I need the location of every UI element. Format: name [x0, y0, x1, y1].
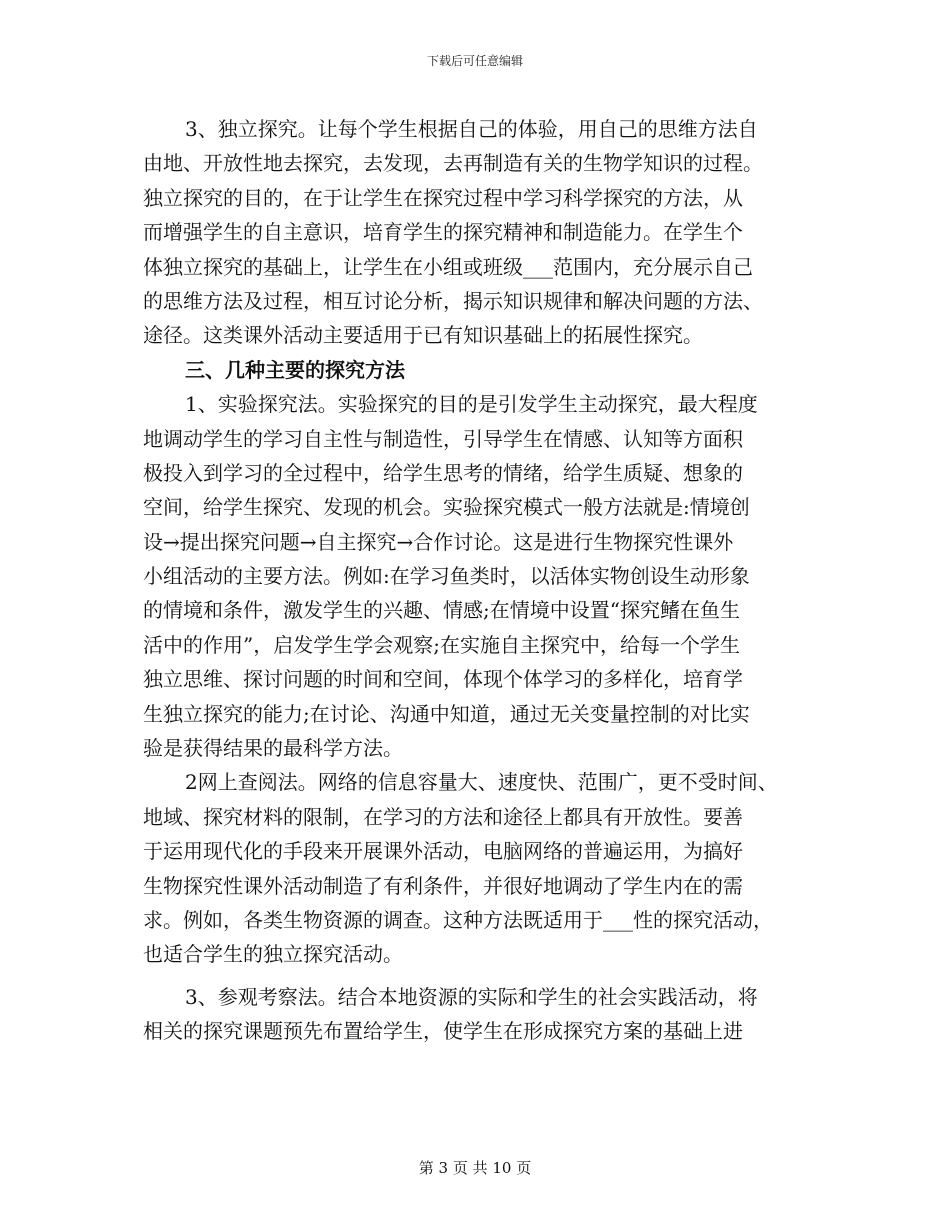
paragraph-line: 独立思维、探讨问题的时间和空间，体现个体学习的多样化，培育学	[143, 667, 743, 692]
paragraph-line: 途径。这类课外活动主要适用于已有知识基础上的拓展性探究。	[143, 323, 703, 348]
paragraph-line: 相关的探究课题预先布置给学生，使学生在形成探究方案的基础上进	[143, 1019, 743, 1044]
paragraph-line: 活中的作用”，启发学生学会观察;在实施自主探究中，给每一个学生	[143, 632, 740, 657]
paragraph-line: 空间，给学生探究、发现的机会。实验探究模式一般方法就是:情境创	[143, 495, 750, 520]
section-heading: 三、几种主要的探究方法	[185, 357, 405, 382]
paragraph-line: 小组活动的主要方法。例如:在学习鱼类时，以活体实物创设生动形象	[143, 564, 750, 589]
paragraph-line: 而增强学生的自主意识，培育学生的探究精神和制造能力。在学生个	[143, 220, 743, 245]
paragraph-line: 地调动学生的学习自主性与制造性，引导学生在情感、认知等方面积	[143, 426, 743, 451]
page-header: 下载后可任意编辑	[426, 54, 523, 68]
paragraph-line: 于运用现代化的手段来开展课外活动，电脑网络的普遍运用，为搞好	[143, 839, 743, 864]
paragraph-line: 设→提出探究问题→自主探究→合作讨论。这是进行生物探究性课外	[143, 529, 734, 554]
paragraph-line: 验是获得结果的最科学方法。	[143, 736, 403, 761]
paragraph-gap	[143, 972, 813, 980]
paragraph-line: 2网上查阅法。网络的信息容量大、速度快、范围广，更不受时间、	[185, 770, 778, 795]
paragraph-line: 体独立探究的基础上，让学生在小组或班级___范围内，充分展示自己	[143, 254, 753, 279]
paragraph-line: 的思维方法及过程，相互讨论分析，揭示知识规律和解决问题的方法、	[143, 288, 763, 313]
paragraph-line: 3、参观考察法。结合本地资源的实际和学生的社会实践活动，将	[185, 984, 758, 1009]
paragraph-line: 独立探究的目的，在于让学生在探究过程中学习科学探究的方法，从	[143, 185, 743, 210]
paragraph-line: 也适合学生的独立探究活动。	[143, 942, 403, 967]
paragraph-line: 3、独立探究。让每个学生根据自己的体验，用自己的思维方法自	[185, 117, 758, 141]
paragraph-line: 地域、探究材料的限制，在学习的方法和途径上都具有开放性。要善	[143, 804, 743, 829]
document-body	[143, 112, 813, 1049]
page-number: 第 3 页 共 10 页	[418, 1159, 532, 1177]
paragraph-line: 1、实验探究法。实验探究的目的是引发学生主动探究，最大程度	[185, 392, 758, 417]
paragraph-line: 生物探究性课外活动制造了有利条件，并很好地调动了学生内在的需	[143, 873, 743, 898]
paragraph-line: 的情境和条件，激发学生的兴趣、情感;在情境中设置“探究鳍在鱼生	[143, 598, 740, 623]
paragraph-line: 生独立探究的能力;在讨论、沟通中知道，通过无关变量控制的对比实	[143, 701, 750, 726]
paragraph-line: 由地、开放性地去探究，去发现，去再制造有关的生物学知识的过程。	[143, 151, 763, 176]
paragraph-line: 极投入到学习的全过程中，给学生思考的情绪，给学生质疑、想象的	[143, 460, 743, 485]
paragraph-line: 求。例如，各类生物资源的调查。这种方法既适用于___性的探究活动，	[143, 907, 773, 932]
